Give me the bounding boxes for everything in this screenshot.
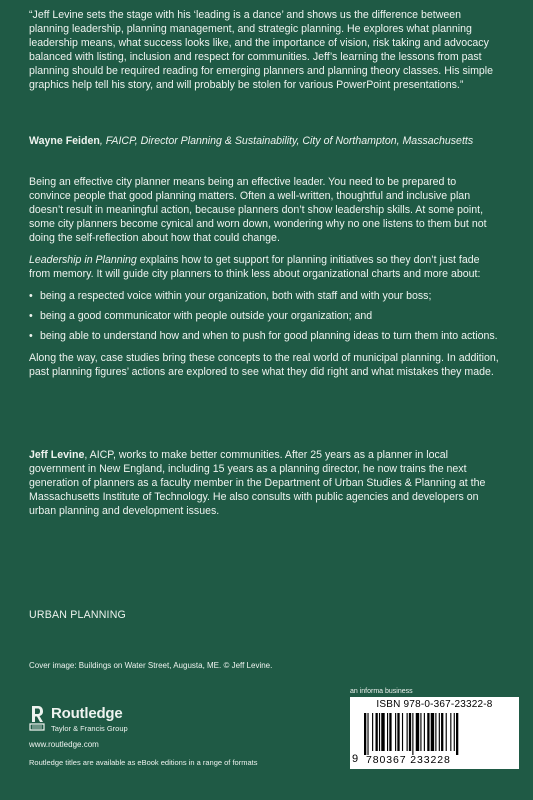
- bullet-item: • being a respected voice within your organization, both with staff and with your boss;: [29, 289, 499, 303]
- publisher-subtitle: Taylor & Francis Group: [51, 724, 128, 733]
- book-title-inline: Leadership in Planning: [29, 254, 137, 266]
- bullet-item: • being able to understand how and when to push for good planning ideas to turn them into actions.: [29, 329, 499, 343]
- description-paragraph-2: [29, 253, 499, 281]
- quote-author-role: , FAICP, Director Planning & Sustainability, City of Northampton, Massachusetts: [99, 135, 474, 147]
- barcode-icon: [364, 713, 506, 755]
- author-bio-text: , AICP, works to make better communities. After 25 years as a planner in local government in New England, including 15 years as a planning director, he now trains the next generation of planners as a faculty member in the Department of Urban Studies & Planning at the Massachusetts Institute of Technology. He also consults with public agencies and developers on urban planning and development issues.: [29, 449, 486, 517]
- author-name: Jeff Levine: [29, 449, 85, 461]
- description-paragraph-1: Being an effective city planner means being an effective leader. You need to be prepared to convince people that good planning matters. Often a well-written, thoughtful and inclusive plan doesn’t result in meaningful action, because planners don’t show leadership skills. At some point, some city planners become cynical and worn down, wondering why no one listens to them but not doing the self-reflection about how that could change.: [29, 176, 487, 244]
- cover-image-credit: Cover image: Buildings on Water Street, Augusta, ME. © Jeff Levine.: [29, 661, 273, 670]
- quote-author: Wayne Feiden: [29, 135, 100, 147]
- description-paragraph-2-text: explains how to get support for planning initiatives so they don’t just fade from memory. It will guide city planners to think less about organizational charts and more about:: [29, 254, 481, 280]
- bullet-item: • being a good communicator with people outside your organization; and: [29, 309, 499, 323]
- informa-business-tag: an informa business: [350, 688, 413, 695]
- description-bullet-list: [29, 289, 499, 343]
- book-description: [29, 175, 499, 387]
- author-bio: [29, 448, 499, 518]
- description-paragraph-3: Along the way, case studies bring these concepts to the real world of municipal planning. In addition, past planning figures’ actions are explored to see what they did right and what mistakes they made.: [29, 352, 499, 378]
- quote-text: “Jeff Levine sets the stage with his ‘leading is a dance’ and shows us the difference between planning leadership, planning management, and strategic planning. He explores what planning leadership means, what success looks like, and the importance of vision, risk taking and advocacy balanced with listing, inclusion and respect for communities. Jeff’s learning the lessons from past planning should be required reading for emerging planners and planning theory classes. His simple graphics help tell his story, and will probably be stolen for various PowerPoint presentations.”: [29, 9, 494, 91]
- subject-category: URBAN PLANNING: [29, 609, 126, 621]
- isbn-label: ISBN 978-0-367-23322-8: [376, 699, 493, 710]
- publisher-name: Routledge: [51, 705, 123, 722]
- endorsement-quote: [29, 8, 499, 92]
- barcode-first-digit: 9: [352, 753, 359, 765]
- publisher-url: www.routledge.com: [29, 740, 99, 749]
- quote-attribution: [29, 134, 499, 148]
- barcode-digits: 780367 233228: [366, 754, 451, 766]
- isbn-barcode: [350, 697, 519, 769]
- routledge-logo-icon: [29, 704, 45, 732]
- ebook-note: Routledge titles are available as eBook editions in a range of formats: [29, 758, 258, 767]
